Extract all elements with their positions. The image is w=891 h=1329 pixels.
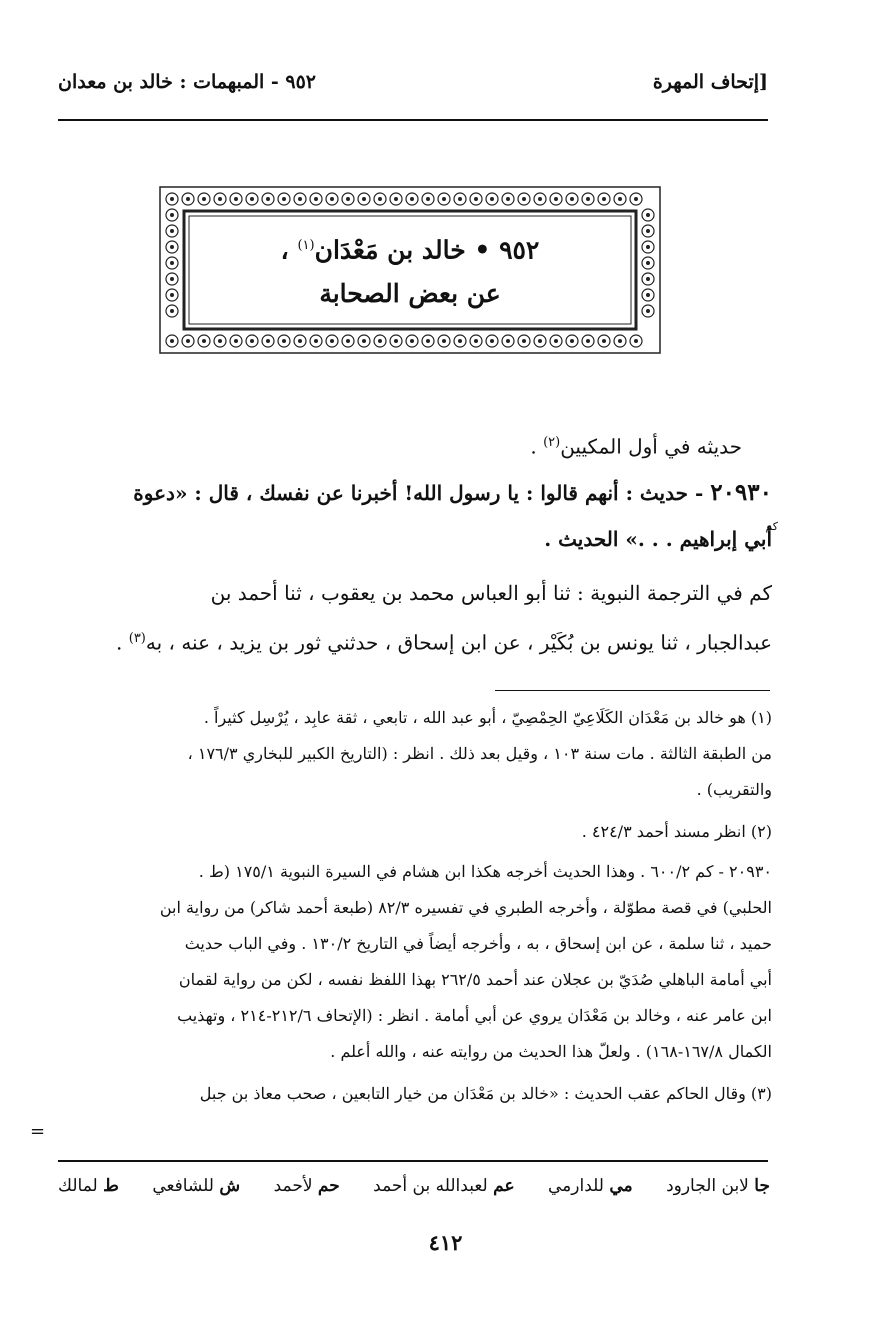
hadith-text-1: - حديث : أنهم قالوا : يا رسول الله! أخبرنا عن نفسك ، قال : «دعوة xyxy=(133,480,704,505)
isnad-line-1: كم في الترجمة النبوية : ثنا أبو العباس محمد بن يعقوب ، ثنا أحمد بن xyxy=(210,580,772,605)
footnotes xyxy=(60,700,772,1112)
page-number: ٤١٢ xyxy=(428,1230,463,1255)
footnote-1-line-1: (١) هو خالد بن مَعْدَان الكَلَاعِيّ الحِمْصِيّ ، أبو عبد الله ، تابعي ، ثقة عابِد ، يُرْسِل كثيراً . xyxy=(203,708,772,727)
isnad-text-2: عبدالجبار ، ثنا يونس بن بُكَيْر ، عن ابن إسحاق ، حدثني ثور بن يزيد ، عنه ، به xyxy=(145,630,772,655)
isnad-footnote-ref: (٣) xyxy=(128,630,146,646)
footnote-1-line-2: من الطبقة الثالثة . مات سنة ١٠٣ ، وقيل بعد ذلك . انظر : (التاريخ الكبير للبخاري ١٧٦/٣ ، xyxy=(187,744,772,763)
hadith-line-2 xyxy=(60,516,778,562)
footnote-3-line-1: ٢٠٩٣٠ - كم ٦٠٠/٢ . وهذا الحديث أخرجه هكذا ابن هشام في السيرة النبوية ١٧٥/١ (ط . xyxy=(198,862,772,881)
isnad-line-2 xyxy=(60,616,772,666)
hadith-number: ٢٠٩٣٠ xyxy=(710,478,772,506)
abbreviation-name: لعبدالله بن أحمد xyxy=(373,1176,494,1196)
intro-period: . xyxy=(530,434,537,459)
footnote-3-line-3: حميد ، ثنا سلمة ، عن ابن إسحاق ، به ، وأخرجه أيضاً في التاريخ ١٣٠/٢ . وفي الباب حديث xyxy=(184,934,772,953)
abbreviation-code: حم xyxy=(317,1176,340,1196)
abbreviation-item xyxy=(548,1176,633,1196)
continuation-mark: = xyxy=(30,1121,46,1142)
header-book-title: [إتحاف المهرة xyxy=(652,71,768,93)
abbreviation-item xyxy=(666,1176,770,1196)
header-divider xyxy=(58,119,768,121)
heading-footnote-ref: (١) xyxy=(297,237,315,253)
abbreviation-code: مي xyxy=(609,1176,633,1196)
abbreviation-name: لابن الجارود xyxy=(666,1176,755,1196)
footnote-3-line-2: الحلبي) في قصة مطوّلة ، وأخرجه الطبري في تفسيره ٨٢/٣ (طبعة أحمد شاكر) من رواية ابن xyxy=(159,898,772,917)
footnote-3-line-4: أبي أمامة الباهلي صُدَيّ بن عجلان عند أحمد ٢٦٢/٥ بهذا اللفظ نفسه ، لكن من رواية لقمان xyxy=(178,970,772,989)
abbreviation-name: للشافعي xyxy=(152,1176,220,1196)
footnote-divider xyxy=(495,690,770,691)
hadith-source-note: كم xyxy=(765,519,778,533)
abbreviation-code: ش xyxy=(219,1176,241,1196)
footer-divider xyxy=(58,1160,768,1162)
abbreviation-code: جا xyxy=(754,1176,770,1196)
intro-footnote-ref: (٢) xyxy=(543,435,561,450)
hadith-text-2: أبي إبراهيم . . .» الحديث . xyxy=(544,526,772,551)
footnote-3-line-5: ابن عامر عنه ، وخالد بن مَعْدَان يروي عن أبي أمامة . انظر : (الإتحاف ٢١٢/٦-٢١٤ ، وتهذيب xyxy=(177,1006,772,1025)
footnote-1-line-3: والتقريب) . xyxy=(696,780,772,799)
abbreviation-key xyxy=(58,1168,770,1204)
abbreviation-item xyxy=(274,1176,340,1196)
heading-line-1 xyxy=(281,224,540,272)
running-header xyxy=(58,62,768,102)
abbreviation-name: للدارمي xyxy=(548,1176,610,1196)
abbreviation-item xyxy=(152,1176,240,1196)
ornamental-heading-frame xyxy=(158,185,662,355)
abbreviation-item xyxy=(58,1176,119,1196)
abbreviation-code: عم xyxy=(493,1176,515,1196)
footnote-3-line-6: الكمال ١٦٧/٨-١٦٨) . ولعلّ هذا الحديث من روايته عنه ، والله أعلم . xyxy=(330,1042,772,1061)
header-section-title: ٩٥٢ - المبهمات : خالد بن معدان xyxy=(58,71,317,93)
heading-line-2: عن بعض الصحابة xyxy=(319,279,501,309)
heading-comma: ، xyxy=(280,235,289,265)
main-text xyxy=(60,420,778,665)
footnote-2: (٢) انظر مسند أحمد ٤٢٤/٣ . xyxy=(581,822,772,841)
abbreviation-name: لمالك xyxy=(58,1176,104,1196)
isnad-period: . xyxy=(116,630,123,655)
abbreviation-name: لأحمد xyxy=(273,1176,318,1196)
hadith-line-1 xyxy=(60,470,772,516)
heading-name: ٩٥٢ • خالد بن مَعْدَان xyxy=(314,235,540,265)
intro-text: حديثه في أول المكيين xyxy=(560,434,742,459)
abbreviation-item xyxy=(373,1176,514,1196)
intro-line xyxy=(60,420,772,470)
heading-box xyxy=(190,217,630,323)
abbreviation-code: ط xyxy=(103,1176,119,1196)
footnote-4: (٣) وقال الحاكم عقب الحديث : «خالد بن مَعْدَان من خيار التابعين ، صحب معاذ بن جبل xyxy=(199,1084,772,1103)
